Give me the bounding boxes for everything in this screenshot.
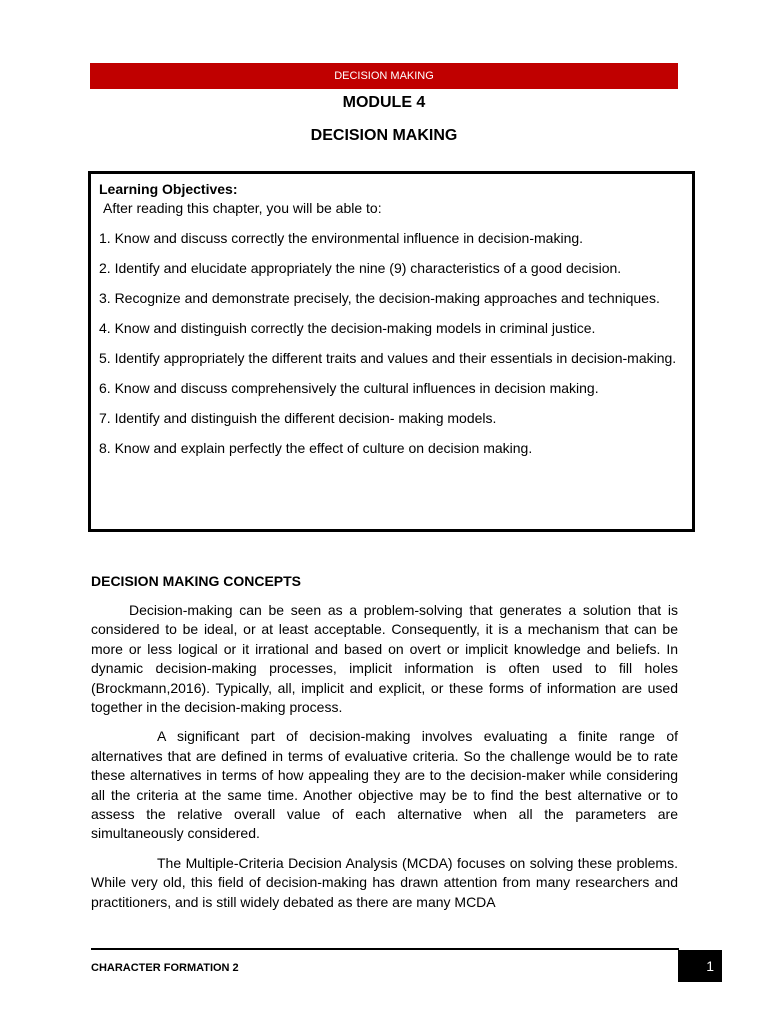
- objective-item: 4. Know and distinguish correctly the decision-making models in criminal justice.: [99, 320, 596, 336]
- section-body: [91, 601, 678, 922]
- objectives-list: [99, 228, 687, 458]
- section-heading: DECISION MAKING CONCEPTS: [91, 573, 302, 589]
- objective-item: 5. Identify appropriately the different traits and values and their essentials in decision-making.: [99, 350, 677, 366]
- footer-divider: [91, 948, 679, 950]
- objective-item: 8. Know and explain perfectly the effect of culture on decision making.: [99, 440, 533, 456]
- module-number: MODULE 4: [342, 94, 426, 111]
- objective-item: 3. Recognize and demonstrate precisely, the decision-making approaches and techniques.: [99, 290, 660, 306]
- footer-course-label: CHARACTER FORMATION 2: [91, 962, 239, 974]
- header-banner-text: DECISION MAKING: [334, 70, 434, 82]
- objective-item: 7. Identify and distinguish the different decision- making models.: [99, 410, 497, 426]
- objectives-intro: After reading this chapter, you will be able to:: [103, 200, 382, 216]
- objective-item: 2. Identify and elucidate appropriately the nine (9) characteristics of a good decision.: [99, 260, 622, 276]
- body-paragraph: The Multiple-Criteria Decision Analysis (MCDA) focuses on solving these problems. While very old, this field of decision-making has drawn attention from many researchers and practitioners, and is still widely debated as there are many MCDA: [91, 854, 678, 910]
- header-banner: [90, 63, 678, 89]
- page-number: 1: [678, 950, 722, 982]
- body-paragraph: Decision-making can be seen as a problem-solving that generates a solution that is considered to be ideal, or at least acceptable. Consequently, it is a mechanism that can be more or less logical or it irrational and based on overt or implicit knowledge and beliefs. In dynamic decision-making processes, implicit information is often used to fill holes (Brockmann,2016). Typically, all, implicit and explicit, or these forms of information are used together in the decision-making process.: [91, 602, 678, 716]
- objectives-heading: Learning Objectives:: [99, 181, 238, 197]
- page-title: DECISION MAKING: [310, 127, 458, 144]
- learning-objectives-box: [88, 171, 695, 532]
- body-paragraph: A significant part of decision-making involves evaluating a finite range of alternatives that are defined in terms of evaluative criteria. So the challenge would be to rate these alternatives in terms of how appealing they are to the decision-maker while considering all the criteria at the same time. Another objective may be to find the best alternative or to assess the relative overall value of each alternative when all the parameters are simultaneously considered.: [91, 728, 678, 842]
- objective-item: 1. Know and discuss correctly the environmental influence in decision-making.: [99, 230, 584, 246]
- objective-item: 6. Know and discuss comprehensively the cultural influences in decision making.: [99, 380, 599, 396]
